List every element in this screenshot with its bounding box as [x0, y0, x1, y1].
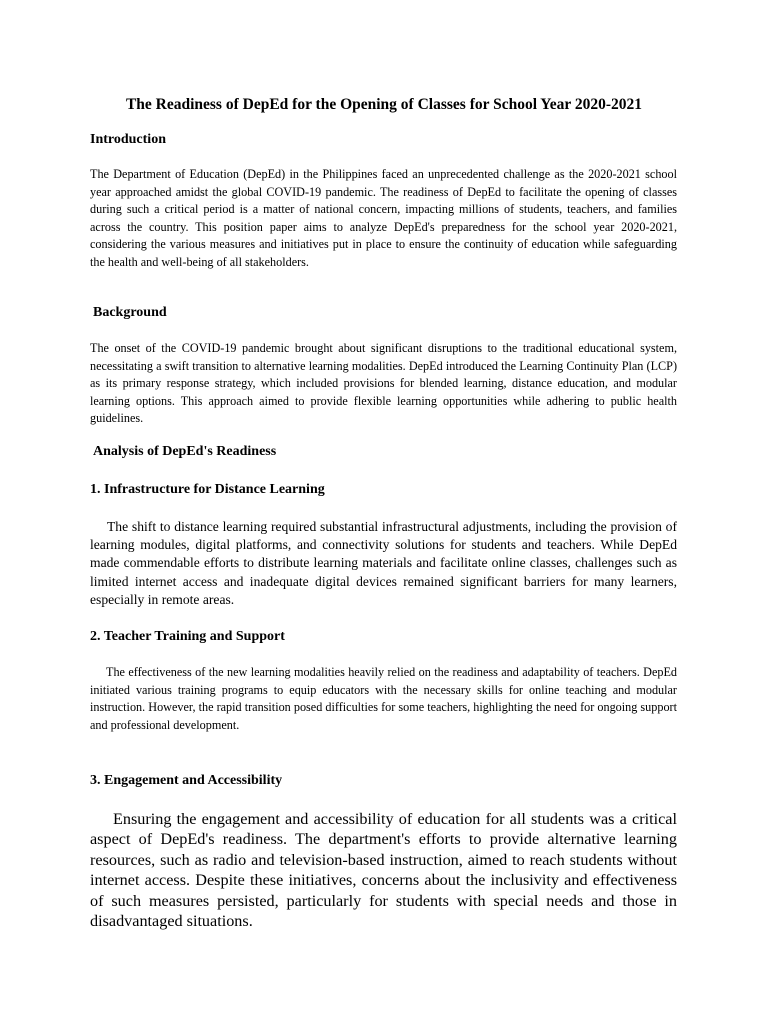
- infrastructure-heading: 1. Infrastructure for Distance Learning: [90, 482, 325, 497]
- document-title: The Readiness of DepEd for the Opening of Classes for School Year 2020-2021: [125, 96, 643, 113]
- introduction-paragraph: The Department of Education (DepEd) in the Philippines faced an unprecedented challenge as the 2020-2021 school year approached amidst the global COVID-19 pandemic. The readiness of DepEd to facilitate the opening of classes during such a critical period is a matter of national concern, impacting millions of students, teachers, and families across the country. This position paper aims to analyze DepEd's preparedness for the school year 2020-2021, considering the various measures and initiatives put in place to ensure the continuity of education while safeguarding the health and well-being of all stakeholders.: [90, 167, 677, 269]
- introduction-heading: Introduction: [90, 132, 166, 147]
- engagement-heading: 3. Engagement and Accessibility: [90, 773, 283, 788]
- analysis-heading: Analysis of DepEd's Readiness: [93, 444, 277, 459]
- background-paragraph: The onset of the COVID-19 pandemic brought about significant disruptions to the traditional educational system, necessitating a swift transition to alternative learning modalities. DepEd introduced the Learning Continuity Plan (LCP) as its primary response strategy, which included provisions for blended learning, distance education, and modular learning options. This approach aimed to provide flexible learning opportunities while adhering to public health guidelines.: [90, 341, 677, 425]
- teacher-training-heading: 2. Teacher Training and Support: [90, 629, 285, 644]
- teacher-training-paragraph: The effectiveness of the new learning modalities heavily relied on the readiness and adaptability of teachers. DepEd initiated various training programs to equip educators with the necessary skills for online teaching and modular instruction. However, the rapid transition posed difficulties for some teachers, highlighting the need for ongoing support and professional development.: [90, 665, 677, 732]
- infrastructure-paragraph: The shift to distance learning required substantial infrastructural adjustments, including the provision of learning modules, digital platforms, and connectivity solutions for students and teachers. While DepEd made commendable efforts to distribute learning materials and facilitate online classes, challenges such as limited internet access and inadequate digital devices remained significant barriers for many learners, especially in remote areas.: [90, 519, 677, 607]
- engagement-paragraph: Ensuring the engagement and accessibility of education for all students was a critical aspect of DepEd's readiness. The department's efforts to provide alternative learning resources, such as radio and television-based instruction, aimed to reach students without internet access. Despite these initiatives, concerns about the inclusivity and effectiveness of such measures persisted, particularly for students with special needs and those in disadvantaged situations.: [90, 810, 677, 931]
- background-heading: Background: [93, 305, 167, 320]
